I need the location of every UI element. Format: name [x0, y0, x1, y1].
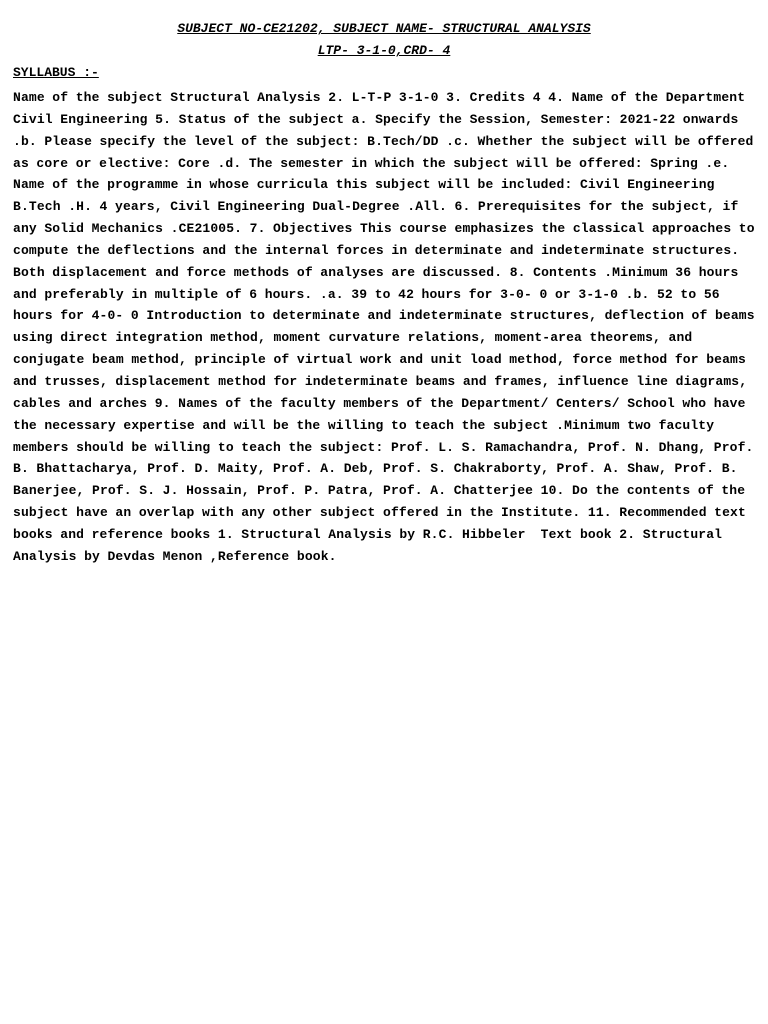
subject-title-text: SUBJECT NO-CE21202, SUBJECT NAME- STRUCTURAL ANALYSIS [177, 21, 591, 36]
syllabus-heading: SYLLABUS :- [13, 65, 99, 80]
ltp-credits-line [0, 43, 768, 59]
subject-title [0, 21, 768, 37]
syllabus-paragraph: Name of the subject Structural Analysis 2. L-T-P 3-1-0 3. Credits 4 4. Name of the Department Civil Engineering 5. Status of the subject a. Specify the Session, Semester: 2021-22 onwards .b. Please specify the level of the subject: B.Tech/DD .c. Whether the subject will be offered as core or elective: Core .d. The semester in which the subject will be offered: Spring .e. Name of the programme in whose curricula this subject will be included: Civil Engineering B.Tech .H. 4 years, Civil Engineering Dual-Degree .All. 6. Prerequisites for the subject, if any Solid Mechanics .CE21005. 7. Objectives This course emphasizes the classical approaches to compute the deflections and the internal forces in determinate and indeterminate structures. Both displacement and force methods of analyses are discussed. 8. Contents .Minimum 36 hours and preferably in multiple of 6 hours. .a. 39 to 42 hours for 3-0- 0 or 3-1-0 .b. 52 to 56 hours for 4-0- 0 Introduction to determinate and indeterminate structures, deflection of beams using direct integration method, moment curvature relations, moment-area theorems, and conjugate beam method, principle of virtual work and unit load method, force method for beams and trusses, displacement method for indeterminate beams and frames, influence line diagrams, cables and arches 9. Names of the faculty members of the Department/ Centers/ School who have the necessary expertise and will be the willing to teach the subject .Minimum two faculty members should be willing to teach the subject: Prof. L. S. Ramachandra, Prof. N. Dhang, Prof. B. Bhattacharya, Prof. D. Maity, Prof. A. Deb, Prof. S. Chakraborty, Prof. A. Shaw, Prof. B. Banerjee, Prof. S. J. Hossain, Prof. P. Patra, Prof. A. Chatterjee 10. Do the contents of the subject have an overlap with any other subject offered in the Institute. 11. Recommended text books and reference books 1. Structural Analysis by R.C. Hibbeler Text book 2. Structural Analysis by Devdas Menon ,Reference book. [13, 90, 763, 564]
ltp-credits-text: LTP- 3-1-0,CRD- 4 [317, 43, 451, 58]
